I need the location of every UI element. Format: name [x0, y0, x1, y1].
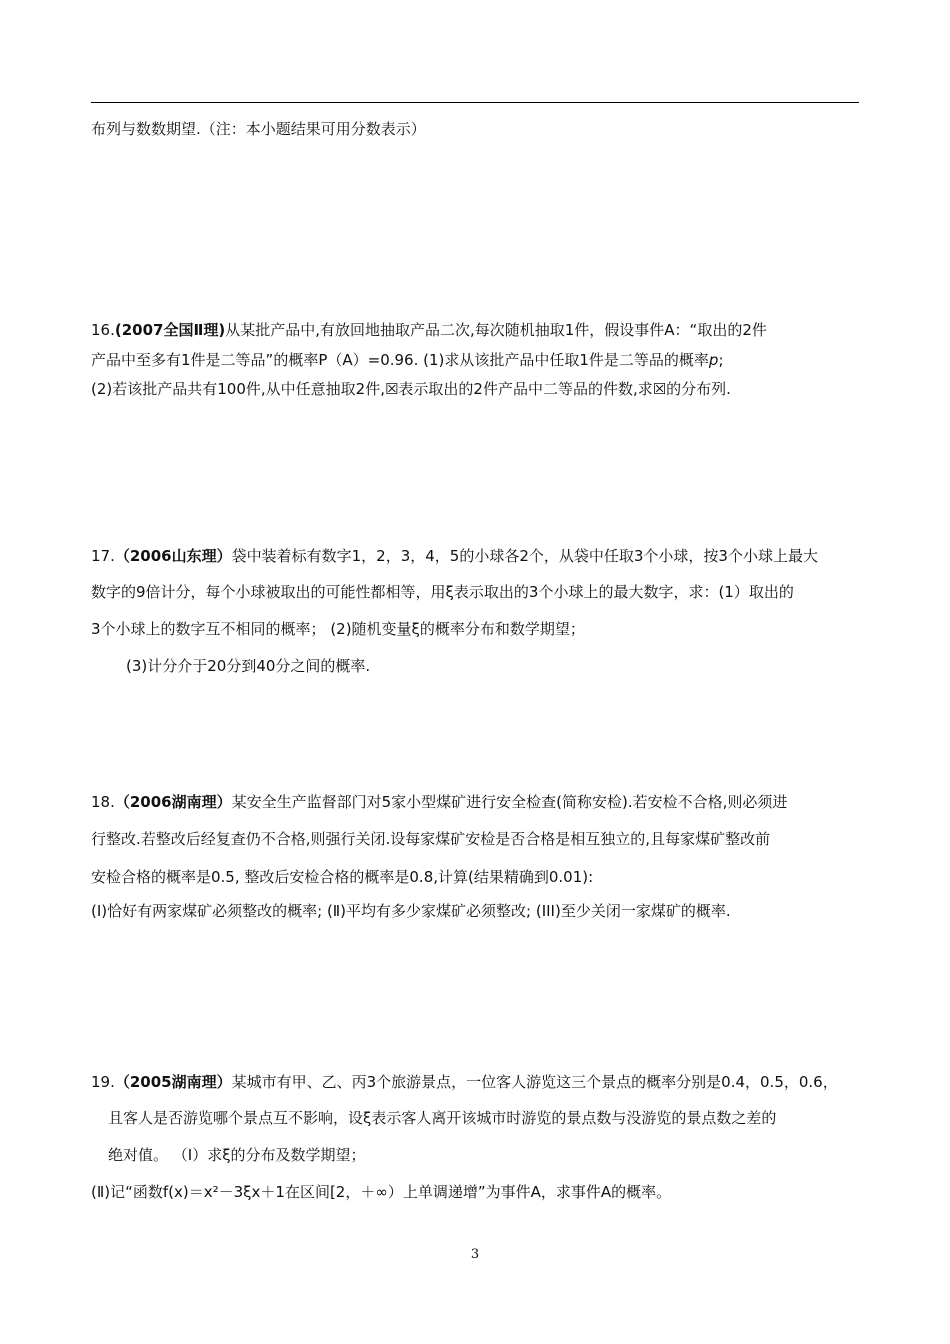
q18-line-1-text: 某安全生产监督部门对5家小型煤矿进行安全检查(简称安检).若安检不合格,则必须进 — [231, 793, 788, 811]
q18-line-3: 安检合格的概率是0.5, 整改后安检合格的概率是0.8,计算(结果精确到0.01): — [91, 868, 594, 886]
q18-line-1 — [91, 792, 871, 812]
q16-line-1-text: 从某批产品中,有放回地抽取产品二次,每次随机抽取1件，假设事件A：“取出的2件 — [225, 321, 767, 339]
q16-source: (2007全国Ⅱ理) — [114, 321, 226, 339]
q16-line-2 — [91, 350, 871, 370]
q17-line-2: 数字的9倍计分，每个小球被取出的可能性都相等，用ξ表示取出的3个小球上的最大数字，求：(1）取出的 — [91, 583, 794, 601]
q16-line-3: (2)若该批产品共有100件,从中任意抽取2件,☒表示取出的2件产品中二等品的件数,求☒的分布列. — [91, 380, 731, 398]
q19-line-1 — [91, 1072, 871, 1092]
q18-line-4: (Ⅰ)恰好有两家煤矿必须整改的概率; (Ⅱ)平均有多少家煤矿必须整改; (III)至少关闭一家煤矿的概率. — [91, 902, 731, 920]
q19-line-3: 绝对值。 （Ⅰ）求ξ的分布及数学期望； — [108, 1146, 366, 1164]
q17-line-4: (3)计分介于20分到40分之间的概率. — [126, 657, 371, 675]
q17-source: （2006山东理） — [114, 547, 232, 565]
q17-line-1 — [91, 546, 871, 566]
q17-line-1-text: 袋中装着标有数字1，2，3，4，5的小球各2个，从袋中任取3个小球，按3个小球上最大 — [231, 547, 818, 565]
q16-line-2-end: ; — [718, 351, 724, 369]
q18-source: （2006湖南理） — [114, 793, 232, 811]
q19-number: 19. — [91, 1073, 115, 1091]
q16-line-1 — [91, 320, 871, 340]
q19-line-2: 且客人是否游览哪个景点互不影响，设ξ表示客人离开该城市时游览的景点数与没游览的景点数之差的 — [108, 1109, 777, 1127]
q19-source: （2005湖南理） — [114, 1073, 232, 1091]
q16-var-p: p — [708, 351, 719, 369]
header-rule — [91, 102, 859, 103]
q16-number: 16. — [91, 321, 115, 339]
q18-line-2: 行整改.若整改后经复查仍不合格,则强行关闭.设每家煤矿安检是否合格是相互独立的,且每家煤矿整改前 — [91, 830, 771, 848]
q17-number: 17. — [91, 547, 115, 565]
intro-line: 布列与数数期望.（注：本小题结果可用分数表示） — [91, 120, 426, 138]
q19-line-1-text: 某城市有甲、乙、丙3个旅游景点，一位客人游览这三个景点的概率分别是0.4，0.5，0.6， — [231, 1073, 838, 1091]
q18-number: 18. — [91, 793, 115, 811]
q16-line-2-text: 产品中至多有1件是二等品”的概率P（A）=0.96. (1)求从该批产品中任取1件是二等品的概率 — [91, 351, 709, 369]
page-number: 3 — [470, 1247, 480, 1262]
q17-line-3: 3个小球上的数字互不相同的概率； (2)随机变量ξ的概率分布和数学期望； — [91, 620, 585, 638]
q19-line-4: (Ⅱ)记“函数f(x)＝x²－3ξx＋1在区间[2，＋∞）上单调递增”为事件A，求事件A的概率。 — [91, 1183, 672, 1201]
